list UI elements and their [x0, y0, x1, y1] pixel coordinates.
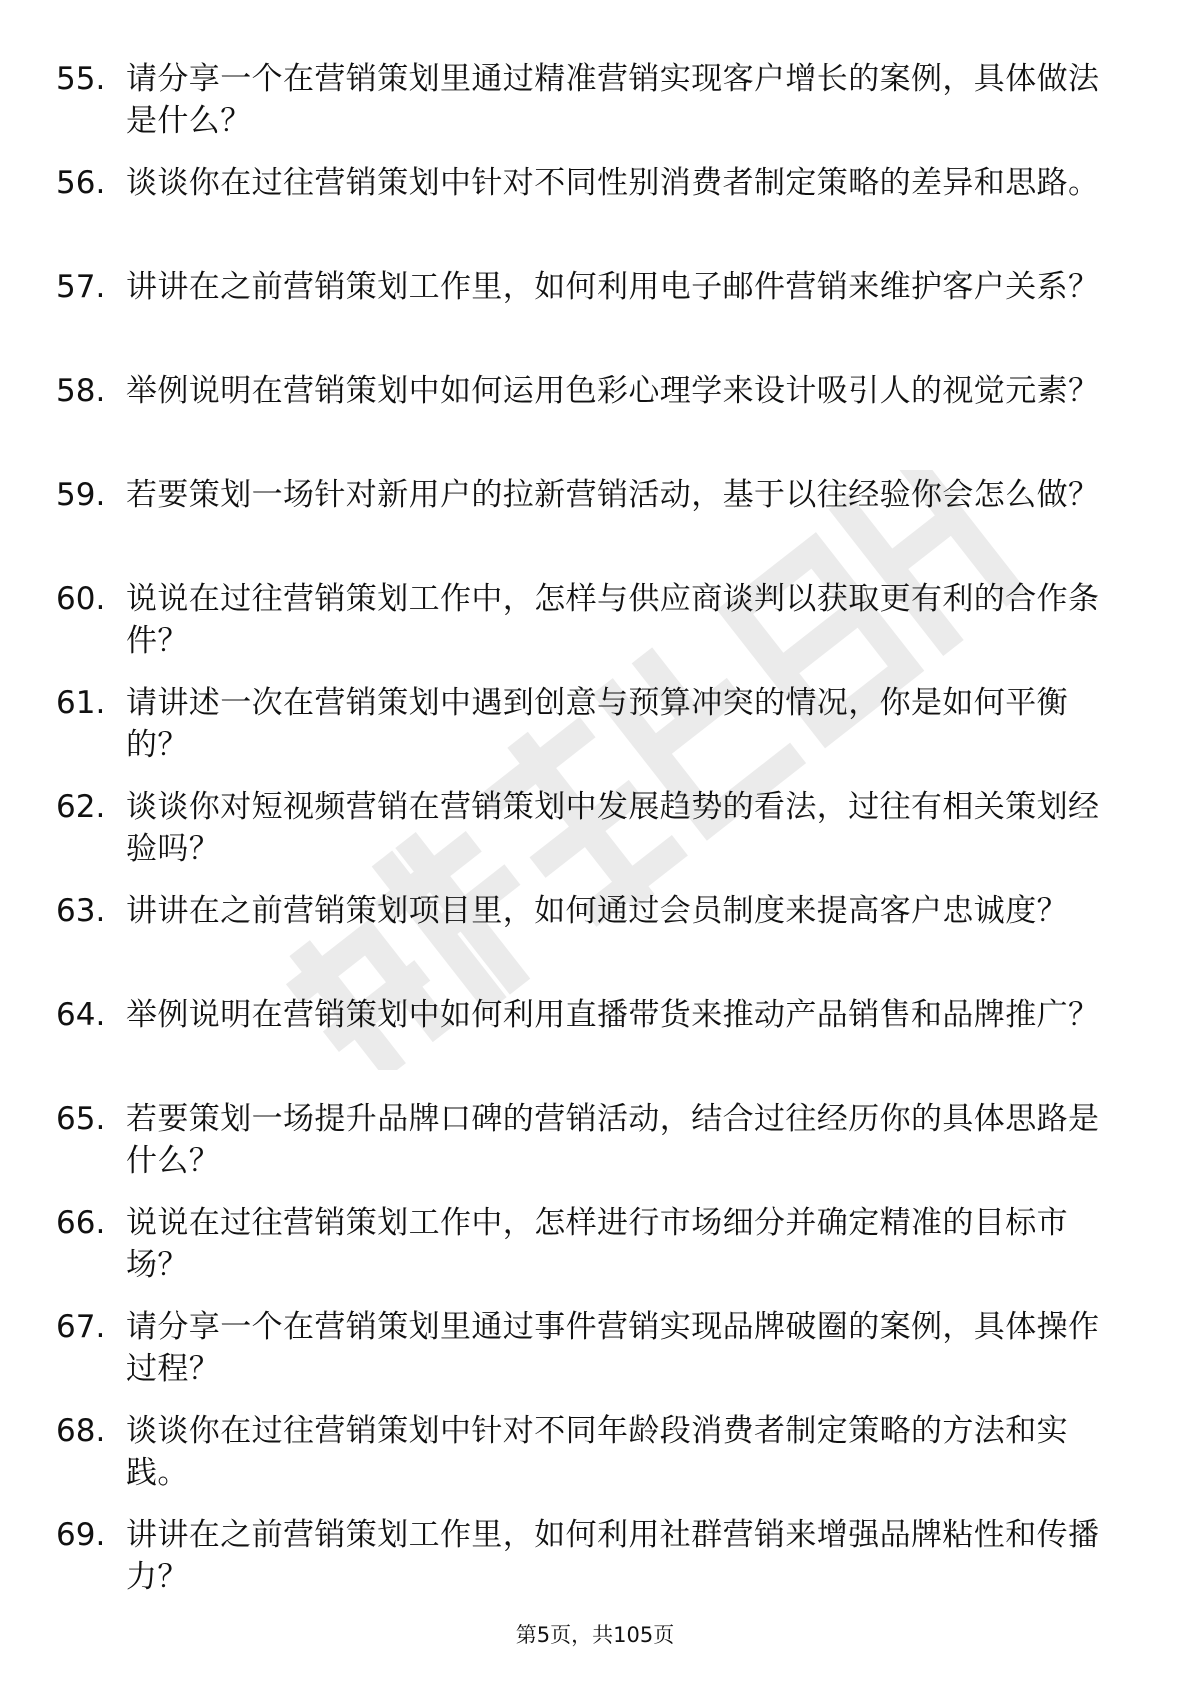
question-text: 讲讲在之前营销策划项目里，如何通过会员制度来提高客户忠诚度？	[126, 893, 1068, 929]
question-number: 55.	[56, 61, 106, 97]
question-item	[0, 1508, 1190, 1612]
question-item	[0, 364, 1190, 468]
question-number: 60.	[56, 581, 106, 617]
question-item	[0, 780, 1190, 884]
question-item	[0, 988, 1190, 1092]
question-item	[0, 1404, 1190, 1508]
question-number: 57.	[56, 269, 106, 305]
question-text: 请分享一个在营销策划里通过精准营销实现客户增长的案例，具体做法是什么？	[126, 61, 1100, 139]
question-item	[0, 1196, 1190, 1300]
page-footer: 第5页，共105页	[515, 1623, 675, 1647]
question-text: 举例说明在营销策划中如何利用直播带货来推动产品销售和品牌推广？	[126, 997, 1100, 1033]
question-number: 59.	[56, 477, 106, 513]
question-item	[0, 52, 1190, 156]
question-number: 66.	[56, 1205, 106, 1241]
question-number: 61.	[56, 685, 106, 721]
question-item	[0, 676, 1190, 780]
question-item	[0, 468, 1190, 572]
question-text: 说说在过往营销策划工作中，怎样与供应商谈判以获取更有利的合作条件？	[126, 581, 1100, 659]
question-number: 67.	[56, 1309, 106, 1345]
question-number: 65.	[56, 1101, 106, 1137]
question-item	[0, 1300, 1190, 1404]
question-number: 64.	[56, 997, 106, 1033]
question-text: 讲讲在之前营销策划工作里，如何利用电子邮件营销来维护客户关系？	[126, 269, 1100, 305]
question-item	[0, 156, 1190, 260]
question-item	[0, 260, 1190, 364]
question-text: 谈谈你在过往营销策划中针对不同性别消费者制定策略的差异和思路。	[126, 165, 1100, 201]
question-text: 讲讲在之前营销策划工作里，如何利用社群营销来增强品牌粘性和传播力？	[126, 1517, 1100, 1595]
question-number: 68.	[56, 1413, 106, 1449]
question-number: 58.	[56, 373, 106, 409]
question-text: 请讲述一次在营销策划中遇到创意与预算冲突的情况，你是如何平衡的？	[126, 685, 1068, 763]
question-text: 谈谈你对短视频营销在营销策划中发展趋势的看法，过往有相关策划经验吗？	[126, 789, 1100, 867]
question-text: 说说在过往营销策划工作中，怎样进行市场细分并确定精准的目标市场？	[126, 1205, 1068, 1283]
question-text: 若要策划一场针对新用户的拉新营销活动，基于以往经验你会怎么做？	[126, 477, 1100, 513]
question-number: 62.	[56, 789, 106, 825]
question-item	[0, 1092, 1190, 1196]
question-text: 请分享一个在营销策划里通过事件营销实现品牌破圈的案例，具体操作过程？	[126, 1309, 1100, 1387]
question-number: 56.	[56, 165, 106, 201]
question-number: 69.	[56, 1517, 106, 1553]
question-text: 若要策划一场提升品牌口碑的营销活动，结合过往经历你的具体思路是什么？	[126, 1101, 1100, 1179]
question-text: 谈谈你在过往营销策划中针对不同年龄段消费者制定策略的方法和实践。	[126, 1413, 1068, 1491]
question-item	[0, 572, 1190, 676]
question-number: 63.	[56, 893, 106, 929]
question-list	[0, 52, 1190, 1612]
question-item	[0, 884, 1190, 988]
question-text: 举例说明在营销策划中如何运用色彩心理学来设计吸引人的视觉元素？	[126, 373, 1100, 409]
